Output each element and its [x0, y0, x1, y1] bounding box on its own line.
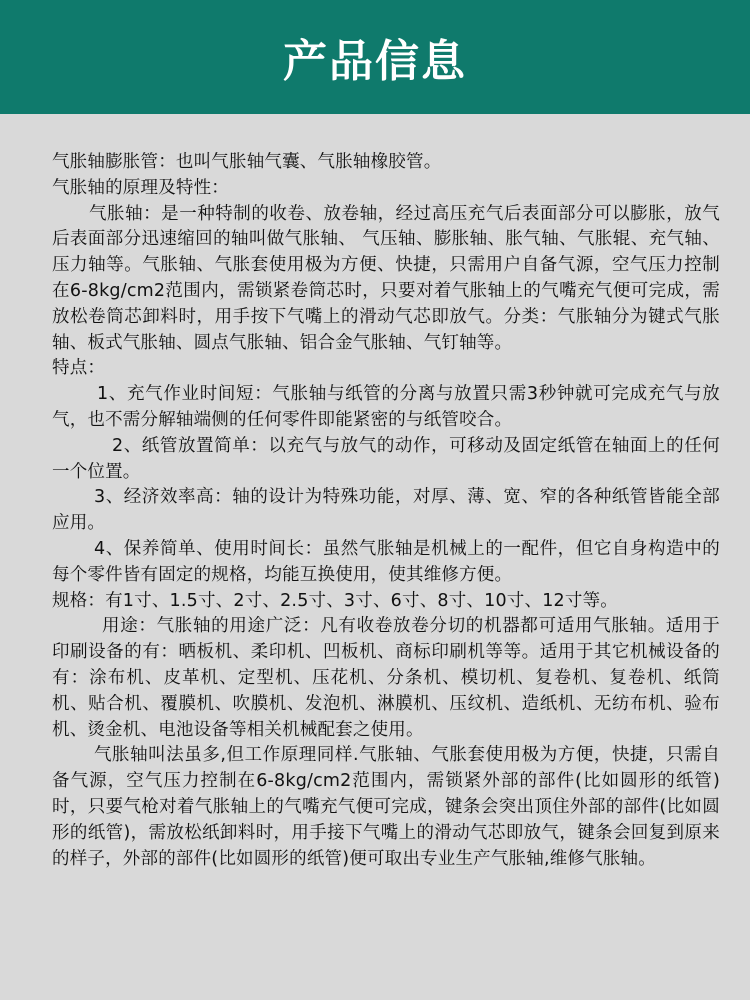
paragraph-intro: 气胀轴膨胀管：也叫气胀轴气囊、气胀轴橡胶管。 — [52, 152, 442, 172]
paragraph-usage: 用途：气胀轴的用途广泛：凡有收卷放卷分切的机器都可适用气胀轴。适用于印刷设备的有：晒板机、柔印机、凹板机、商标印刷机等等。适用于其它机械设备的有：涂布机、皮革机、定型机、压花机、分条机、模切机、复卷机、复卷机、纸筒机、贴合机、覆膜机、吹膜机、发泡机、淋膜机、压纹机、造纸机、无纺布机、验布机、烫金机、电池设备等相关机械配套之使用。 — [52, 616, 720, 740]
product-description — [52, 150, 720, 872]
paragraph-feature-2: 2、纸管放置简单：以充气与放气的动作，可移动及固定纸管在轴面上的任何一个位置。 — [52, 435, 720, 482]
page-header — [0, 0, 750, 114]
paragraph-summary: 气胀轴叫法虽多,但工作原理同样.气胀轴、气胀套使用极为方便，快捷，只需自备气源，空气压力控制在6-8kg/cm2范围内，需锁紧外部的部件(比如圆形的纸管)时，只要气枪对着气胀轴上的气嘴充气便可完成，键条会突出顶住外部的部件(比如圆形的纸管)，需放松纸卸料时，用手接下气嘴上的滑动气芯即放气，键条会回复到原来的样子，外部的部件(比如圆形的纸管)便可取出专业生产气胀轴,维修气胀轴。 — [52, 745, 720, 869]
page-title: 产品信息 — [283, 36, 467, 87]
paragraph-feature-4: 4、保养简单、使用时间长：虽然气胀轴是机械上的一配件，但它自身构造中的每个零件皆有固定的规格，均能互换使用，使其维修方便。 — [52, 538, 720, 585]
paragraph-features-heading: 特点： — [52, 358, 106, 379]
paragraph-principle-heading: 气胀轴的原理及特性： — [52, 177, 229, 198]
paragraph-definition: 气胀轴：是一种特制的收卷、放卷轴，经过高压充气后表面部分可以膨胀，放气后表面部分迅速缩回的轴叫做气胀轴、 气压轴、膨胀轴、胀气轴、气胀辊、充气轴、压力轴等。气胀轴、气胀套使用极为方便、快捷，只需用户自备气源，空气压力控制在6-8kg/cm2范围内，需锁紧卷筒芯时，只要对着气胀轴上的气嘴充气便可完成，需放松卷筒芯卸料时，用手按下气嘴上的滑动气芯即放气。分类：气胀轴分为键式气胀轴、板式气胀轴、圆点气胀轴、铝合金气胀轴、气钉轴等。 — [52, 203, 720, 353]
paragraph-specs: 规格：有1寸、1.5寸、2寸、2.5寸、3寸、6寸、8寸、10寸、12寸等。 — [52, 590, 618, 611]
paragraph-feature-1: 1、充气作业时间短：气胀轴与纸管的分离与放置只需3秒钟就可完成充气与放气，也不需分解轴端侧的任何零件即能紧密的与纸管咬合。 — [52, 384, 720, 430]
paragraph-feature-3: 3、经济效率高：轴的设计为特殊功能，对厚、薄、宽、窄的各种纸管皆能全部应用。 — [52, 487, 720, 534]
